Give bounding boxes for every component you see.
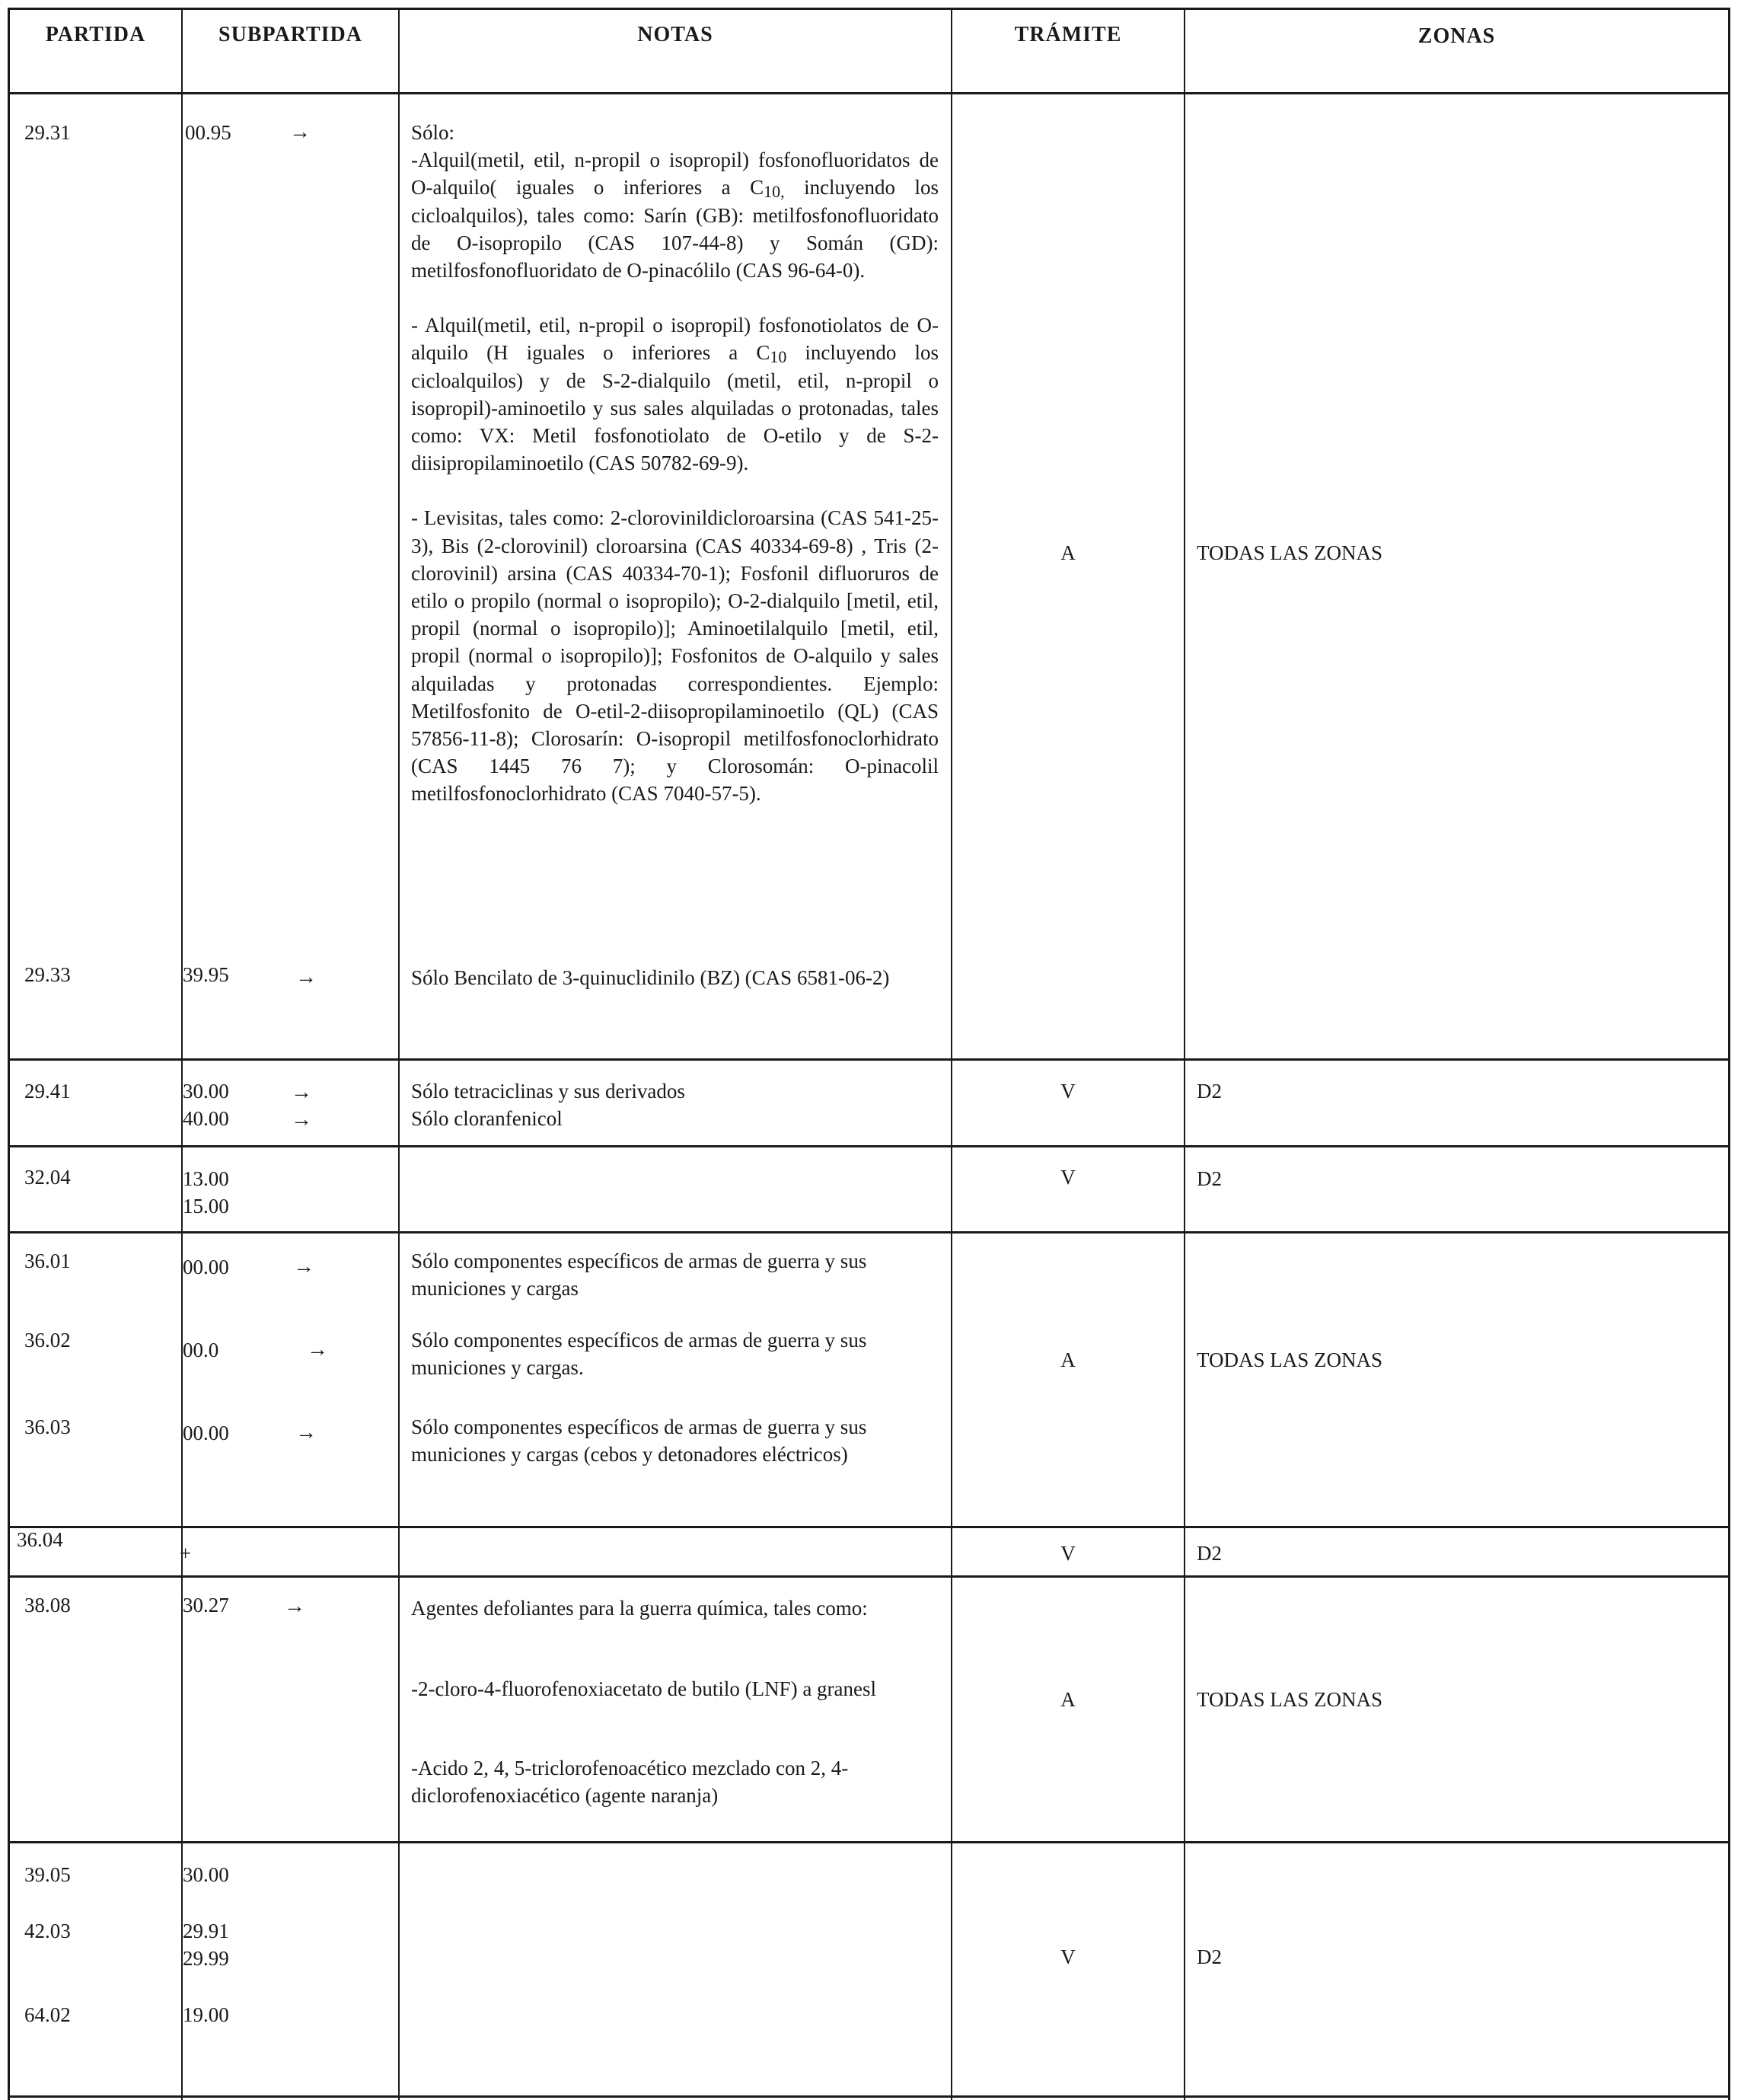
subpartida-cell: 15.00: [183, 1195, 229, 1218]
row-divider-5: [8, 1575, 1730, 1578]
nota-line: -Alquil(metil, etil, n-propil o isopropil) fosfonofluoridatos de O-alquilo( iguales o inferiores a C: [411, 148, 939, 199]
arrow-icon: →: [293, 1255, 314, 1278]
arrow-icon: →: [284, 1594, 305, 1618]
table-right-border: [1728, 8, 1730, 2100]
subpartida-cell: 00.00: [183, 1422, 229, 1444]
subpartida-cell: 00.00: [183, 1256, 229, 1278]
nota-line: Sólo:: [411, 121, 455, 144]
arrow-icon: →: [291, 1080, 312, 1104]
subpartida-cell: 29.99: [183, 1947, 229, 1970]
partida-cell: 36.01: [24, 1249, 71, 1272]
tramite-cell: V: [1060, 1166, 1076, 1189]
subpartida-cell: 30.00: [183, 1080, 229, 1103]
header-notas: NOTAS: [637, 23, 713, 46]
tramite-cell: V: [1060, 1945, 1076, 1968]
arrow-icon: →: [291, 1108, 312, 1131]
header-tramite: TRÁMITE: [1014, 23, 1122, 46]
subpartida-cell: 13.00: [183, 1167, 229, 1190]
partida-cell: 29.33: [24, 963, 71, 986]
table-left-border: [8, 8, 10, 2100]
col-divider-2: [398, 8, 400, 2100]
row-divider-6: [8, 1841, 1730, 1843]
nota-line: incluyendo los cicloalquilos) y de S-2-dialquilo (metil, etil, n-propil o isopropil)-aminoetilo y sus sales alquiladas o protonadas, tales como: VX: Metil fosfonotiolato de O-etilo y de S-2-diisipropilaminoetilo (CAS 50782-69-9).: [411, 341, 939, 475]
subscript: 10,: [764, 182, 785, 202]
nota-line: incluyendo los cicloalquilos), tales como: Sarín (GB): metilfosfonofluoridato de O-isopropilo (CAS 107-44-8) y Somán (GD): metilfosfonofluoridato de O-pinacólilo (CAS 96-64-0).: [411, 176, 939, 282]
subpartida-cell: 40.00: [183, 1107, 229, 1130]
tramite-cell: V: [1060, 1080, 1076, 1103]
subpartida-cell: 00.95: [185, 121, 231, 144]
arrow-icon: →: [307, 1338, 328, 1361]
zona-cell: D2: [1197, 1542, 1222, 1565]
row-divider-2: [8, 1145, 1730, 1147]
nota-cell: Sólo componentes específicos de armas de guerra y sus municiones y cargas (cebos y detonadores eléctricos): [411, 1415, 867, 1466]
nota-line: - Alquil(metil, etil, n-propil o isopropil) fosfonotiolatos de O-alquilo (H iguales o inferiores a C: [411, 314, 939, 365]
subpartida-cell: 00.0: [183, 1339, 219, 1361]
tramite-cell: A: [1060, 541, 1076, 564]
zona-cell: D2: [1197, 1945, 1222, 1968]
header-partida: PARTIDA: [45, 23, 146, 46]
subpartida-cell: 30.00: [183, 1863, 229, 1886]
tramite-cell: A: [1060, 1688, 1076, 1711]
header-subpartida: SUBPARTIDA: [218, 23, 362, 46]
subpartida-cell: 29.91: [183, 1920, 229, 1942]
table-top-border: [8, 8, 1730, 10]
nota-cell: Sólo tetraciclinas y sus derivados: [411, 1080, 685, 1103]
header-zonas: ZONAS: [1417, 24, 1496, 48]
table-bottom-border: [8, 2095, 1730, 2098]
nota-cell: -Acido 2, 4, 5-triclorofenoacético mezclado con 2, 4-diclorofenoxiacético (agente naranja): [411, 1757, 849, 1808]
arrow-icon: →: [295, 1421, 317, 1444]
arrow-icon: →: [289, 120, 311, 144]
col-divider-1: [181, 8, 183, 2100]
row-divider-1: [8, 1058, 1730, 1061]
partida-cell: 36.03: [24, 1415, 71, 1438]
nota-cell: Sólo componentes específicos de armas de guerra y sus municiones y cargas.: [411, 1329, 867, 1380]
nota-cell: Agentes defoliantes para la guerra química, tales como:: [411, 1597, 868, 1620]
arrow-icon: →: [295, 965, 317, 989]
partida-cell: 42.03: [24, 1920, 71, 1942]
subpartida-cell: +: [180, 1542, 192, 1565]
row-divider-4: [8, 1526, 1730, 1528]
partida-cell: 29.41: [24, 1080, 71, 1103]
tramite-cell: A: [1060, 1348, 1076, 1371]
partida-cell: 36.02: [24, 1329, 71, 1352]
subpartida-cell: 30.27: [183, 1594, 229, 1616]
zona-cell: TODAS LAS ZONAS: [1197, 541, 1383, 564]
header-bottom-border: [8, 92, 1730, 94]
zona-cell: TODAS LAS ZONAS: [1197, 1688, 1383, 1711]
col-divider-3: [951, 8, 952, 2100]
nota-cell: -2-cloro-4-fluorofenoxiacetato de butilo (LNF) a granesl: [411, 1677, 877, 1700]
subpartida-cell: 39.95: [183, 963, 229, 986]
partida-cell: 39.05: [24, 1863, 71, 1886]
nota-cell: Sólo cloranfenicol: [411, 1107, 563, 1130]
col-divider-4: [1184, 8, 1185, 2100]
partida-cell: 36.04: [17, 1528, 63, 1551]
subpartida-cell: 19.00: [183, 2003, 229, 2026]
zona-cell: D2: [1197, 1080, 1222, 1103]
partida-cell: 38.08: [24, 1594, 71, 1616]
row-divider-3: [8, 1231, 1730, 1234]
notas-cell-29-31: [411, 119, 939, 808]
notas-cell-29-33: Sólo Bencilato de 3-quinuclidinilo (BZ) (CAS 6581-06-2): [411, 966, 890, 989]
partida-cell: 32.04: [24, 1166, 71, 1189]
nota-line: - Levisitas, tales como: 2-clorovinildicloroarsina (CAS 541-25-3), Bis (2-clorovinil) cloroarsina (CAS 40334-69-8) , Tris (2-clorovinil) arsina (CAS 40334-70-1); Fosfonil difluoruros de etilo o propilo (normal o isopropilo); O-2-dialquilo [metil, etil, propil (normal o isopropilo)]; Aminoetilalquilo [metil, etil, propil (normal o isopropilo)]; Fosfonitos de O-alquilo y sales alquiladas y protonadas correspondientes. Ejemplo: Metilfosfonito de O-etil-2-diisopropilaminoetilo (QL) (CAS 57856-11-8); Clorosarín: O-isopropil metilfosfonoclorhidrato (CAS 1445 76 7); y Clorosomán: O-pinacolil metilfosfonoclorhidrato (CAS 7040-57-5).: [411, 506, 939, 806]
partida-cell: 29.31: [24, 121, 71, 144]
nota-cell: Sólo componentes específicos de armas de guerra y sus municiones y cargas: [411, 1249, 867, 1301]
subscript: 10: [770, 347, 787, 367]
tramite-cell: V: [1060, 1542, 1076, 1565]
zona-cell: TODAS LAS ZONAS: [1197, 1348, 1383, 1371]
zona-cell: D2: [1197, 1167, 1222, 1190]
partida-cell: 64.02: [24, 2003, 71, 2026]
